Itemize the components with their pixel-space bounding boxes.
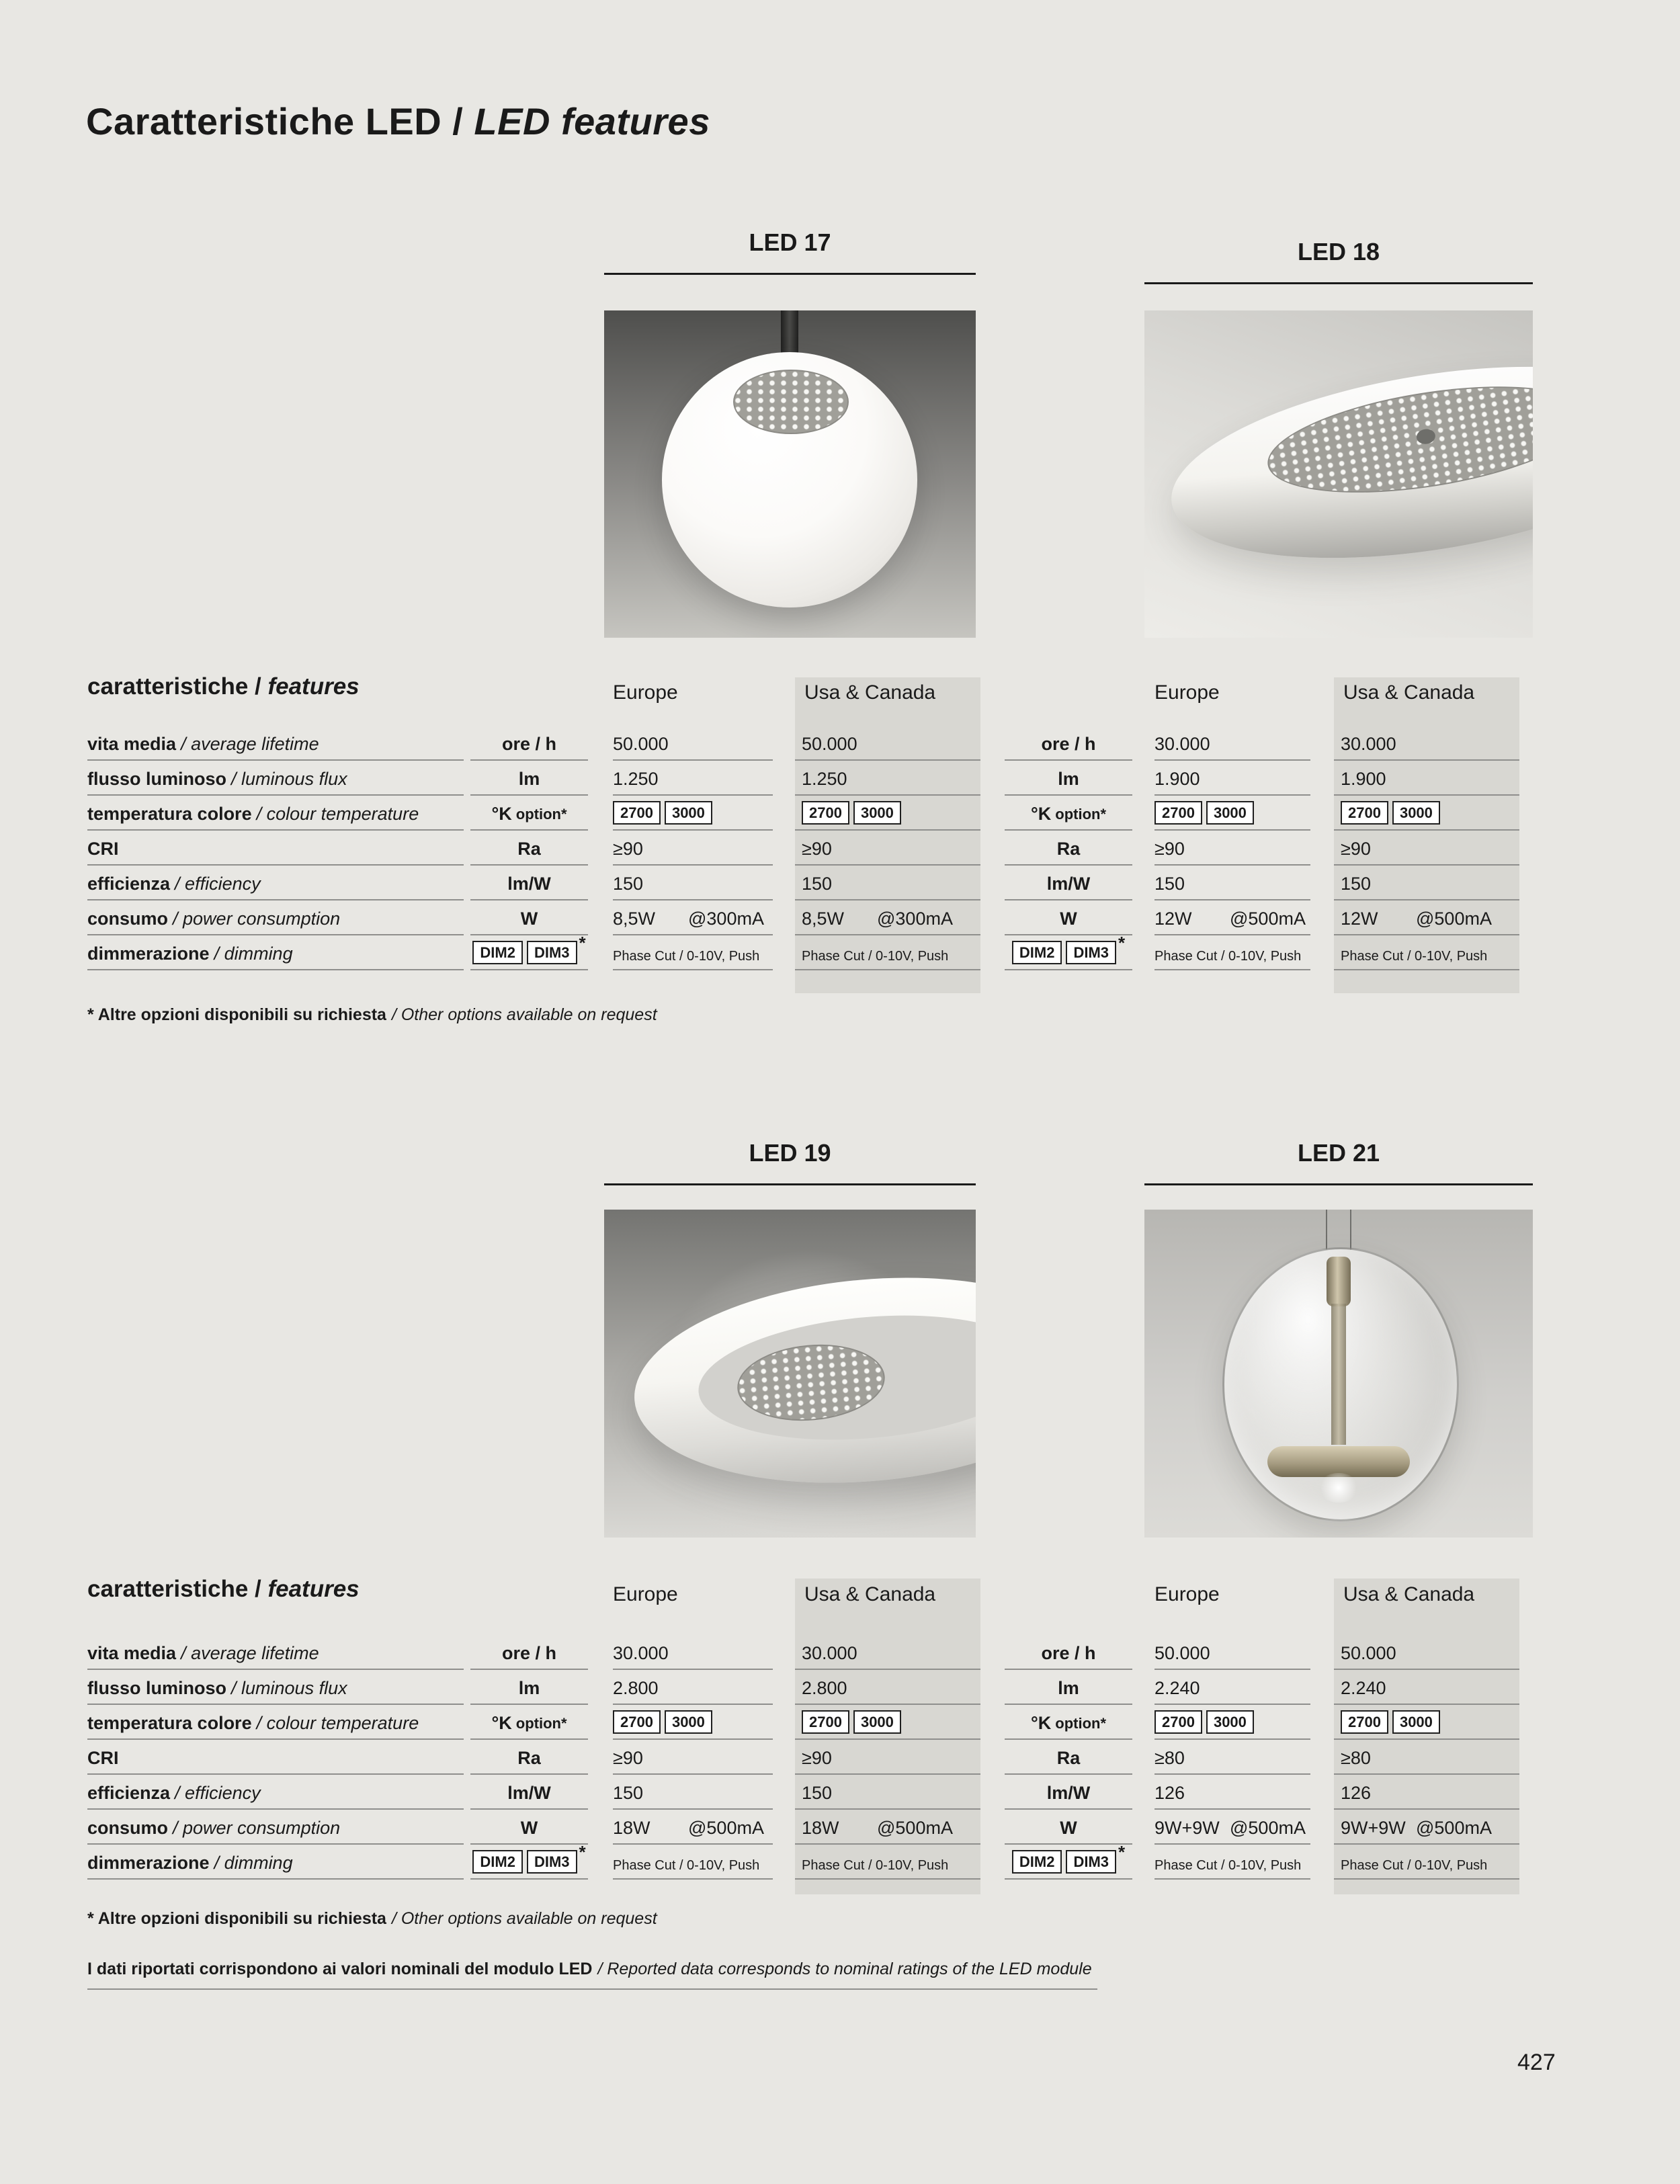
table-row-flux bbox=[87, 761, 1519, 796]
options-footnote bbox=[87, 1005, 657, 1025]
asterisk: * bbox=[1118, 1842, 1126, 1862]
unit-cell bbox=[1005, 1670, 1132, 1705]
dim-box: DIM3 bbox=[527, 1850, 577, 1874]
current-value: @500mA bbox=[1416, 909, 1492, 929]
features-table bbox=[87, 1635, 1519, 1880]
footer-italic: / Reported data corresponds to nominal ratings of the LED module bbox=[597, 1960, 1092, 1978]
label-italic: / luminous flux bbox=[231, 769, 347, 789]
unit-text: W bbox=[1060, 1818, 1077, 1838]
lamp-sphere bbox=[662, 352, 917, 607]
current-value: @500mA bbox=[1230, 909, 1306, 929]
unit-text: ore / h bbox=[1041, 734, 1096, 754]
current-value: @500mA bbox=[877, 1818, 953, 1838]
value-cell bbox=[613, 900, 773, 935]
row-label bbox=[87, 900, 464, 935]
unit-text: °K bbox=[491, 804, 512, 824]
watt-value: 8,5W bbox=[802, 909, 845, 929]
col-header-europe: Europe bbox=[1154, 1583, 1220, 1605]
kelvin-box: 2700 bbox=[613, 1710, 661, 1734]
unit-cell bbox=[1005, 935, 1132, 970]
features-heading-italic: features bbox=[267, 1576, 360, 1602]
label-bold: dimmerazione bbox=[87, 943, 210, 964]
table-row-dimming bbox=[87, 935, 1519, 970]
value-cell bbox=[795, 796, 980, 831]
page-title-main: Caratteristiche LED / bbox=[86, 100, 474, 142]
label-italic: / colour temperature bbox=[256, 1713, 419, 1733]
led17-product-image bbox=[604, 310, 976, 638]
footer-bold: I dati riportati corrispondono ai valori nominali del modulo LED bbox=[87, 1960, 593, 1978]
col-header-usa: Usa & Canada bbox=[804, 1583, 936, 1605]
label-bold: vita media bbox=[87, 734, 177, 754]
value-cell: ≥90 bbox=[613, 1740, 773, 1775]
value-cell: 150 bbox=[795, 1775, 980, 1810]
value-cell: Phase Cut / 0-10V, Push bbox=[1154, 935, 1310, 970]
led21-product-image bbox=[1144, 1210, 1533, 1538]
value-cell: 50.000 bbox=[795, 726, 980, 761]
row-label bbox=[87, 866, 464, 900]
value-cell: 1.250 bbox=[795, 761, 980, 796]
table-row-temperature bbox=[87, 1705, 1519, 1740]
table-row-consumption bbox=[87, 1810, 1519, 1845]
row-label bbox=[87, 1740, 464, 1775]
row-label bbox=[87, 1845, 464, 1880]
value-cell: 150 bbox=[1334, 866, 1519, 900]
row-label bbox=[87, 796, 464, 831]
unit-cell bbox=[470, 935, 588, 970]
value-cell bbox=[1154, 1810, 1310, 1845]
unit-text: W bbox=[520, 909, 538, 929]
watt-value: 12W bbox=[1341, 909, 1378, 929]
table-row-efficiency bbox=[87, 866, 1519, 900]
value-cell: 50.000 bbox=[1154, 1635, 1310, 1670]
value-cell bbox=[795, 900, 980, 935]
label-bold: flusso luminoso bbox=[87, 1678, 227, 1698]
unit-text: lm/W bbox=[507, 1783, 551, 1803]
value-cell: Phase Cut / 0-10V, Push bbox=[613, 1845, 773, 1880]
table-row-flux bbox=[87, 1670, 1519, 1705]
footnote-bold: * Altre opzioni disponibili su richiesta bbox=[87, 1005, 386, 1024]
unit-cell bbox=[1005, 726, 1132, 761]
product-rule-led17 bbox=[604, 273, 976, 275]
unit-text: lm bbox=[1058, 1678, 1079, 1698]
label-bold: temperatura colore bbox=[87, 1713, 252, 1733]
unit-text: °K bbox=[1030, 804, 1052, 824]
label-bold: temperatura colore bbox=[87, 804, 252, 824]
unit-text: Ra bbox=[517, 1748, 541, 1768]
unit-cell bbox=[470, 1740, 588, 1775]
unit-cell bbox=[1005, 1810, 1132, 1845]
value-cell bbox=[1154, 900, 1310, 935]
lamp-strap bbox=[1331, 1304, 1346, 1445]
unit-cell bbox=[470, 831, 588, 866]
suspension-wire bbox=[1350, 1210, 1351, 1250]
value-cell: Phase Cut / 0-10V, Push bbox=[1334, 935, 1519, 970]
value-cell bbox=[1334, 900, 1519, 935]
label-bold: CRI bbox=[87, 839, 119, 859]
label-italic: / dimming bbox=[214, 943, 293, 964]
col-header-usa: Usa & Canada bbox=[1343, 1583, 1475, 1605]
value-cell: 30.000 bbox=[613, 1635, 773, 1670]
led-array bbox=[734, 1339, 888, 1427]
value-cell: 2.800 bbox=[613, 1670, 773, 1705]
product-heading-led18: LED 18 bbox=[1297, 238, 1380, 265]
product-heading-led17: LED 17 bbox=[749, 228, 831, 256]
features-heading-bold: caratteristiche / bbox=[87, 673, 268, 700]
value-cell: 1.250 bbox=[613, 761, 773, 796]
row-label bbox=[87, 1775, 464, 1810]
unit-option: option* bbox=[515, 806, 567, 823]
label-italic: / average lifetime bbox=[181, 734, 319, 754]
row-label bbox=[87, 1635, 464, 1670]
value-cell: 150 bbox=[613, 1775, 773, 1810]
unit-cell bbox=[470, 900, 588, 935]
unit-cell bbox=[470, 866, 588, 900]
kelvin-box: 2700 bbox=[1341, 1710, 1388, 1734]
value-cell bbox=[613, 796, 773, 831]
asterisk: * bbox=[1118, 933, 1126, 953]
features-heading bbox=[87, 673, 360, 700]
unit-cell bbox=[470, 1810, 588, 1845]
value-cell bbox=[613, 1810, 773, 1845]
value-cell: ≥80 bbox=[1334, 1740, 1519, 1775]
unit-text: lm/W bbox=[1046, 1783, 1091, 1803]
value-cell bbox=[795, 1705, 980, 1740]
value-cell bbox=[1154, 796, 1310, 831]
features-heading bbox=[87, 1576, 360, 1603]
label-italic: / average lifetime bbox=[181, 1643, 319, 1663]
table-row-cri bbox=[87, 1740, 1519, 1775]
kelvin-box: 2700 bbox=[1154, 1710, 1202, 1734]
product-rule-led19 bbox=[604, 1183, 976, 1185]
kelvin-box: 3000 bbox=[1206, 801, 1254, 825]
value-cell bbox=[1334, 796, 1519, 831]
label-bold: flusso luminoso bbox=[87, 769, 227, 789]
current-value: @500mA bbox=[688, 1818, 764, 1838]
unit-text: lm/W bbox=[507, 874, 551, 894]
table-row-consumption bbox=[87, 900, 1519, 935]
led-array bbox=[733, 370, 849, 434]
col-header-europe: Europe bbox=[613, 681, 678, 704]
table-row-lifetime bbox=[87, 726, 1519, 761]
label-bold: consumo bbox=[87, 1818, 169, 1838]
lamp-disc bbox=[1158, 335, 1533, 590]
label-bold: efficienza bbox=[87, 1783, 171, 1803]
unit-cell bbox=[470, 796, 588, 831]
current-value: @500mA bbox=[1230, 1818, 1306, 1838]
col-header-usa: Usa & Canada bbox=[804, 681, 936, 704]
col-header-usa: Usa & Canada bbox=[1343, 681, 1475, 704]
unit-cell bbox=[470, 726, 588, 761]
label-italic: / power consumption bbox=[173, 1818, 341, 1838]
kelvin-box: 3000 bbox=[665, 801, 712, 825]
value-cell: ≥80 bbox=[1154, 1740, 1310, 1775]
label-bold: efficienza bbox=[87, 874, 171, 894]
label-italic: / luminous flux bbox=[231, 1678, 347, 1698]
unit-text: ore / h bbox=[501, 1643, 556, 1663]
table-row-temperature bbox=[87, 796, 1519, 831]
page-title bbox=[86, 99, 710, 143]
value-cell: Phase Cut / 0-10V, Push bbox=[1334, 1845, 1519, 1880]
kelvin-box: 2700 bbox=[802, 1710, 849, 1734]
dim-box: DIM3 bbox=[527, 941, 577, 964]
current-value: @500mA bbox=[1416, 1818, 1492, 1838]
lamp-fitting bbox=[1327, 1257, 1351, 1306]
value-cell bbox=[1334, 1705, 1519, 1740]
value-cell bbox=[795, 1810, 980, 1845]
label-bold: CRI bbox=[87, 1748, 119, 1768]
value-cell: 150 bbox=[1154, 866, 1310, 900]
row-label bbox=[87, 1705, 464, 1740]
value-cell: 30.000 bbox=[795, 1635, 980, 1670]
value-cell bbox=[1154, 1705, 1310, 1740]
unit-cell bbox=[1005, 1740, 1132, 1775]
watt-value: 18W bbox=[613, 1818, 650, 1838]
value-cell: 126 bbox=[1334, 1775, 1519, 1810]
unit-cell bbox=[1005, 1705, 1132, 1740]
unit-cell bbox=[1005, 831, 1132, 866]
watt-value: 8,5W bbox=[613, 909, 656, 929]
watt-value: 9W+9W bbox=[1154, 1818, 1220, 1838]
unit-text: lm bbox=[518, 1678, 540, 1698]
value-cell: 1.900 bbox=[1154, 761, 1310, 796]
value-cell: ≥90 bbox=[1154, 831, 1310, 866]
value-cell: 2.240 bbox=[1334, 1670, 1519, 1705]
value-cell: ≥90 bbox=[795, 831, 980, 866]
row-label bbox=[87, 1810, 464, 1845]
lamp-face bbox=[694, 1302, 976, 1453]
value-cell: 150 bbox=[795, 866, 980, 900]
dim-box: DIM2 bbox=[472, 941, 523, 964]
value-cell: ≥90 bbox=[795, 1740, 980, 1775]
current-value: @300mA bbox=[877, 909, 953, 929]
options-footnote bbox=[87, 1909, 657, 1929]
row-label bbox=[87, 935, 464, 970]
unit-text: lm/W bbox=[1046, 874, 1091, 894]
label-italic: / power consumption bbox=[173, 909, 341, 929]
label-italic: / efficiency bbox=[175, 1783, 261, 1803]
kelvin-box: 2700 bbox=[1341, 801, 1388, 825]
value-cell: Phase Cut / 0-10V, Push bbox=[795, 935, 980, 970]
row-label bbox=[87, 831, 464, 866]
led-array bbox=[1261, 368, 1533, 511]
unit-cell bbox=[1005, 1775, 1132, 1810]
unit-cell bbox=[470, 1705, 588, 1740]
kelvin-box: 2700 bbox=[802, 801, 849, 825]
value-cell: 1.900 bbox=[1334, 761, 1519, 796]
value-cell: 50.000 bbox=[1334, 1635, 1519, 1670]
watt-value: 18W bbox=[802, 1818, 839, 1838]
product-rule-led21 bbox=[1144, 1183, 1533, 1185]
value-cell: 2.800 bbox=[795, 1670, 980, 1705]
table-row-lifetime bbox=[87, 1635, 1519, 1670]
dim-box: DIM2 bbox=[1012, 1850, 1062, 1874]
dim-box: DIM2 bbox=[1012, 941, 1062, 964]
unit-cell bbox=[470, 1670, 588, 1705]
watt-value: 12W bbox=[1154, 909, 1192, 929]
value-cell bbox=[1334, 1810, 1519, 1845]
asterisk: * bbox=[579, 933, 586, 953]
col-header-europe: Europe bbox=[1154, 681, 1220, 704]
row-label bbox=[87, 726, 464, 761]
value-cell: 126 bbox=[1154, 1775, 1310, 1810]
value-cell: Phase Cut / 0-10V, Push bbox=[795, 1845, 980, 1880]
dim-box: DIM2 bbox=[472, 1850, 523, 1874]
kelvin-box: 2700 bbox=[1154, 801, 1202, 825]
table-row-dimming bbox=[87, 1842, 1519, 1880]
unit-option: option* bbox=[1055, 806, 1107, 823]
watt-value: 9W+9W bbox=[1341, 1818, 1406, 1838]
unit-cell bbox=[470, 761, 588, 796]
unit-cell bbox=[1005, 866, 1132, 900]
value-cell: 30.000 bbox=[1154, 726, 1310, 761]
product-heading-led21: LED 21 bbox=[1297, 1139, 1380, 1167]
page-number: 427 bbox=[1517, 2050, 1556, 2075]
features-heading-italic: features bbox=[267, 673, 360, 700]
kelvin-box: 3000 bbox=[1392, 801, 1440, 825]
reported-data-note bbox=[87, 1960, 1097, 1990]
unit-cell bbox=[1005, 796, 1132, 831]
label-bold: vita media bbox=[87, 1643, 177, 1663]
led18-product-image bbox=[1144, 310, 1533, 638]
footnote-italic: / Other options available on request bbox=[391, 1909, 657, 1928]
value-cell: ≥90 bbox=[613, 831, 773, 866]
unit-text: Ra bbox=[517, 839, 541, 859]
kelvin-box: 2700 bbox=[613, 801, 661, 825]
unit-cell bbox=[470, 1635, 588, 1670]
unit-option: option* bbox=[515, 1715, 567, 1732]
kelvin-box: 3000 bbox=[853, 801, 901, 825]
unit-text: lm bbox=[1058, 769, 1079, 789]
kelvin-box: 3000 bbox=[1392, 1710, 1440, 1734]
product-heading-led19: LED 19 bbox=[749, 1139, 831, 1167]
unit-text: Ra bbox=[1056, 839, 1081, 859]
unit-option: option* bbox=[1055, 1715, 1107, 1732]
table-row-efficiency bbox=[87, 1775, 1519, 1810]
value-cell: 150 bbox=[613, 866, 773, 900]
unit-text: lm bbox=[518, 769, 540, 789]
suspension-wire bbox=[1326, 1210, 1327, 1250]
kelvin-box: 3000 bbox=[1206, 1710, 1254, 1734]
kelvin-box: 3000 bbox=[853, 1710, 901, 1734]
unit-cell bbox=[1005, 900, 1132, 935]
unit-cell bbox=[1005, 761, 1132, 796]
current-value: @300mA bbox=[688, 909, 764, 929]
label-italic: / efficiency bbox=[175, 874, 261, 894]
unit-text: °K bbox=[491, 1713, 512, 1733]
label-italic: / colour temperature bbox=[256, 804, 419, 824]
led19-product-image bbox=[604, 1210, 976, 1538]
unit-text: W bbox=[520, 1818, 538, 1838]
label-bold: dimmerazione bbox=[87, 1853, 210, 1873]
footnote-bold: * Altre opzioni disponibili su richiesta bbox=[87, 1909, 386, 1928]
row-label bbox=[87, 761, 464, 796]
unit-text: ore / h bbox=[501, 734, 556, 754]
unit-text: °K bbox=[1030, 1713, 1052, 1733]
product-rule-led18 bbox=[1144, 282, 1533, 284]
features-heading-bold: caratteristiche / bbox=[87, 1576, 268, 1602]
page-title-italic: LED features bbox=[474, 100, 710, 142]
table-row-cri bbox=[87, 831, 1519, 866]
label-bold: consumo bbox=[87, 909, 169, 929]
col-header-europe: Europe bbox=[613, 1583, 678, 1605]
unit-cell bbox=[1005, 1842, 1132, 1880]
row-label bbox=[87, 1670, 464, 1705]
kelvin-box: 3000 bbox=[665, 1710, 712, 1734]
asterisk: * bbox=[579, 1842, 586, 1862]
unit-text: ore / h bbox=[1041, 1643, 1096, 1663]
label-italic: / dimming bbox=[214, 1853, 293, 1873]
unit-cell bbox=[470, 1842, 588, 1880]
unit-text: W bbox=[1060, 909, 1077, 929]
dim-box: DIM3 bbox=[1066, 941, 1116, 964]
unit-text: Ra bbox=[1056, 1748, 1081, 1768]
value-cell: Phase Cut / 0-10V, Push bbox=[1154, 1845, 1310, 1880]
footnote-italic: / Other options available on request bbox=[391, 1005, 657, 1024]
unit-cell bbox=[1005, 1635, 1132, 1670]
lamp-disc bbox=[626, 1259, 976, 1501]
features-table bbox=[87, 726, 1519, 970]
value-cell: 50.000 bbox=[613, 726, 773, 761]
value-cell bbox=[613, 1705, 773, 1740]
dim-box: DIM3 bbox=[1066, 1850, 1116, 1874]
unit-cell bbox=[470, 1775, 588, 1810]
value-cell: 2.240 bbox=[1154, 1670, 1310, 1705]
value-cell: ≥90 bbox=[1334, 831, 1519, 866]
value-cell: 30.000 bbox=[1334, 726, 1519, 761]
value-cell: Phase Cut / 0-10V, Push bbox=[613, 935, 773, 970]
light-glow bbox=[1318, 1473, 1359, 1503]
